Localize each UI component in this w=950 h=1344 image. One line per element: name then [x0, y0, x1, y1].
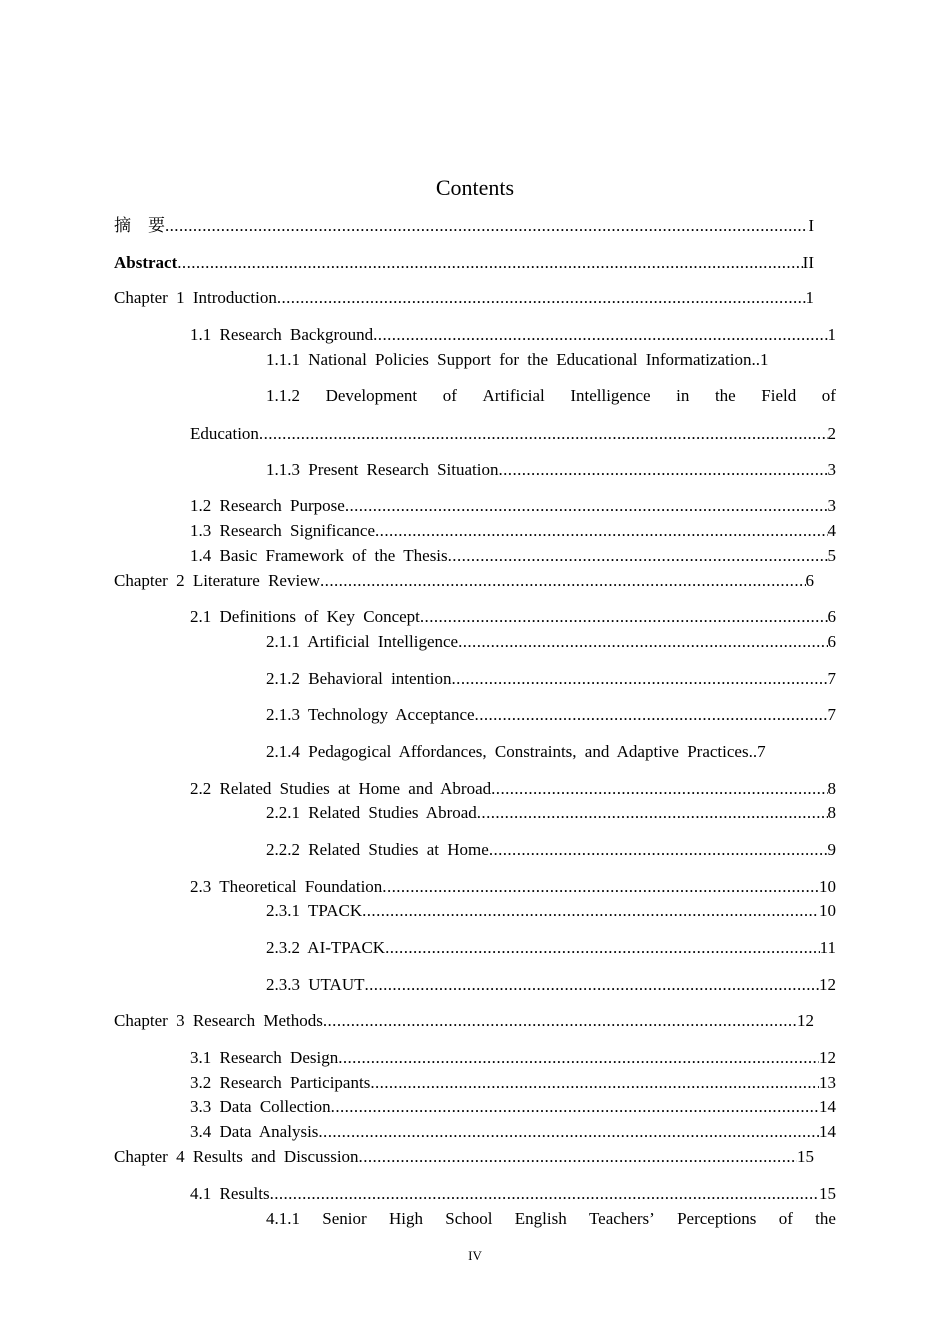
toc-entry-text: Chapter 3 Research Methods	[114, 1011, 323, 1030]
toc-entry-2-3-2[interactable]	[266, 936, 836, 960]
toc-entry-text: 3.2 Research Participants	[190, 1073, 371, 1092]
word: of	[442, 386, 457, 405]
leader-dots	[373, 323, 827, 347]
toc-entry-text: 1.3 Research Significance	[190, 521, 376, 540]
toc-entry-page: 5	[827, 546, 836, 565]
toc-entry-text: Education	[190, 424, 259, 443]
toc-entry-page: 6	[827, 632, 836, 651]
word: the	[815, 1209, 836, 1228]
toc-entry-text: 2.2.1 Related Studies Abroad	[266, 803, 477, 822]
toc-entry-text: 摘 要	[114, 216, 165, 235]
toc-entry-4-1[interactable]	[190, 1182, 836, 1206]
page-number: IV	[468, 1248, 482, 1263]
toc-entry-text: 1.4 Basic Framework of the Thesis	[190, 546, 448, 565]
leader-dots	[270, 1182, 819, 1206]
toc-entry-page: 15	[819, 1184, 836, 1203]
toc-entry-2-2[interactable]	[190, 777, 836, 801]
toc-entry-2-2-1[interactable]	[266, 801, 836, 825]
toc-entry-1-3[interactable]	[190, 519, 836, 543]
leader-dots	[359, 1145, 797, 1169]
word: Artificial	[482, 386, 545, 405]
toc-entry-page: 7	[827, 705, 836, 724]
word: 1.1.2	[266, 386, 300, 405]
toc-entry-text: 2.2 Related Studies at Home and Abroad	[190, 779, 492, 798]
toc-entry-page: .1	[755, 350, 769, 369]
toc-entry-text: 3.3 Data Collection	[190, 1097, 331, 1116]
leader-dots	[259, 422, 828, 446]
toc-entry-text: 2.3.1 TPACK	[266, 901, 363, 920]
toc-entry-text: Chapter 4 Results and Discussion	[114, 1147, 359, 1166]
toc-entry-3-3[interactable]	[190, 1095, 836, 1119]
toc-entry-page: 2	[827, 424, 836, 443]
word: Field	[761, 386, 797, 405]
word: Intelligence	[570, 386, 651, 405]
toc-entry-page: 8	[827, 779, 836, 798]
word: Perceptions	[677, 1209, 757, 1228]
leader-dots	[489, 838, 828, 862]
toc-entry-3-4[interactable]	[190, 1120, 836, 1144]
toc-entry-page: 3	[827, 460, 836, 479]
toc-entry-page: 8	[827, 803, 836, 822]
word: Teachers’	[588, 1209, 655, 1228]
toc-entry-2-3-1[interactable]	[266, 899, 836, 923]
toc-entry-abstract-cn[interactable]	[114, 214, 814, 238]
word: English	[514, 1209, 567, 1228]
word: Development	[325, 386, 418, 405]
contents-title: Contents	[435, 175, 515, 200]
toc-entry-text: 2.1 Definitions of Key Concept	[190, 607, 420, 626]
leader-dots	[458, 630, 827, 654]
toc-entry-text: 2.3 Theoretical Foundation	[190, 877, 383, 896]
leader-dots	[385, 936, 820, 960]
leader-dots	[375, 519, 827, 543]
leader-dots	[320, 569, 805, 593]
toc-entry-2-1[interactable]	[190, 605, 836, 629]
toc-entry-chapter-4[interactable]	[114, 1145, 814, 1169]
toc-entry-page: 6	[827, 607, 836, 626]
leader-dots	[362, 899, 819, 923]
toc-entry-page: 13	[819, 1073, 836, 1092]
toc-entry-text: 1.1.3 Present Research Situation	[266, 460, 499, 479]
toc-entry-text: 3.4 Data Analysis	[190, 1122, 319, 1141]
toc-entry-page: 14	[819, 1122, 836, 1141]
leader-dots	[365, 973, 820, 997]
toc-entry-text: 2.1.3 Technology Acceptance	[266, 705, 475, 724]
toc-entry-page: 3	[827, 496, 836, 515]
word: in	[676, 386, 690, 405]
leader-dots	[165, 214, 808, 238]
toc-entry-chapter-2[interactable]	[114, 569, 814, 593]
leader-dots	[475, 703, 828, 727]
toc-entry-1-2[interactable]	[190, 494, 836, 518]
leader-dots	[491, 777, 827, 801]
toc-entry-1-1-2-line1[interactable]	[266, 384, 836, 408]
toc-entry-text: 2.1.4 Pedagogical Affordances, Constraints, and Adaptive Practices.	[266, 742, 753, 761]
toc-entry-4-1-1-line1[interactable]	[266, 1207, 836, 1231]
toc-entry-chapter-1[interactable]	[114, 286, 814, 310]
toc-entry-text: 2.1.1 Artificial Intelligence	[266, 632, 459, 651]
word: the	[714, 386, 736, 405]
toc-entry-page: 12	[797, 1011, 814, 1030]
leader-dots	[177, 251, 802, 275]
leader-dots	[448, 544, 828, 568]
toc-entry-text: 1.1.1 National Policies Support for the Educational Informatization.	[266, 350, 756, 369]
toc-entry-abstract[interactable]	[114, 251, 814, 275]
toc-entry-page: 1	[827, 325, 836, 344]
word: of	[778, 1209, 793, 1228]
leader-dots	[452, 667, 828, 691]
toc-entry-2-3[interactable]	[190, 875, 836, 899]
leader-dots	[370, 1071, 819, 1095]
leader-dots	[323, 1009, 797, 1033]
toc-entry-page: I	[808, 216, 814, 235]
toc-entry-2-1-3[interactable]	[266, 703, 836, 727]
toc-entry-page: 14	[819, 1097, 836, 1116]
toc-entry-2-1-1[interactable]	[266, 630, 836, 654]
toc-entry-page: II	[802, 253, 814, 272]
toc-entry-2-1-2[interactable]	[266, 667, 836, 691]
leader-dots	[477, 801, 828, 825]
toc-entry-page: 15	[797, 1147, 814, 1166]
word: of	[821, 386, 836, 405]
toc-entry-1-1-1[interactable]	[266, 348, 836, 372]
toc-entry-page: 12	[819, 975, 836, 994]
toc-entry-page: 7	[827, 669, 836, 688]
toc-entry-1-1-2-line2[interactable]	[190, 422, 836, 446]
leader-dots	[318, 1120, 819, 1144]
toc-entry-text: 2.2.2 Related Studies at Home	[266, 840, 489, 859]
toc-entry-3-1[interactable]	[190, 1046, 836, 1070]
leader-dots	[277, 286, 806, 310]
toc-entry-1-1-3[interactable]	[266, 458, 836, 482]
toc-entry-page: 12	[819, 1048, 836, 1067]
toc-entry-text: 2.3.3 UTAUT	[266, 975, 365, 994]
toc-entry-text: 4.1 Results	[190, 1184, 270, 1203]
toc-entry-chapter-3[interactable]	[114, 1009, 814, 1033]
toc-entry-text: Chapter 1 Introduction	[114, 288, 277, 307]
toc-entry-2-2-2[interactable]	[266, 838, 836, 862]
leader-dots	[345, 494, 828, 518]
toc-entry-text: 1.2 Research Purpose	[190, 496, 345, 515]
leader-dots	[420, 605, 828, 629]
leader-dots	[382, 875, 819, 899]
toc-entry-text: 2.1.2 Behavioral intention	[266, 669, 452, 688]
toc-entry-1-1[interactable]	[190, 323, 836, 347]
toc-entry-3-2[interactable]	[190, 1071, 836, 1095]
toc-entry-2-3-3[interactable]	[266, 973, 836, 997]
toc-entry-page: 11	[819, 938, 836, 957]
toc-entry-page: 10	[819, 901, 836, 920]
toc-entry-text: Chapter 2 Literature Review	[114, 571, 321, 590]
toc-entry-page: 6	[805, 571, 814, 590]
word: Senior	[322, 1209, 367, 1228]
word: 4.1.1	[266, 1209, 300, 1228]
toc-entry-text: 2.3.2 AI-TPACK	[266, 938, 386, 957]
toc-entry-page: 1	[805, 288, 814, 307]
toc-entry-page: 4	[827, 521, 836, 540]
toc-entry-1-4[interactable]	[190, 544, 836, 568]
toc-entry-2-1-4[interactable]	[266, 740, 836, 764]
toc-entry-page: .7	[752, 742, 766, 761]
toc-entry-page: 9	[827, 840, 836, 859]
word: School	[445, 1209, 493, 1228]
toc-entry-text: 3.1 Research Design	[190, 1048, 339, 1067]
toc-entry-text: 1.1 Research Background	[190, 325, 374, 344]
leader-dots	[338, 1046, 819, 1070]
leader-dots	[331, 1095, 819, 1119]
toc-entry-page: 10	[819, 877, 836, 896]
toc-entry-text: Abstract	[114, 253, 178, 272]
word: High	[388, 1209, 423, 1228]
leader-dots	[499, 458, 828, 482]
